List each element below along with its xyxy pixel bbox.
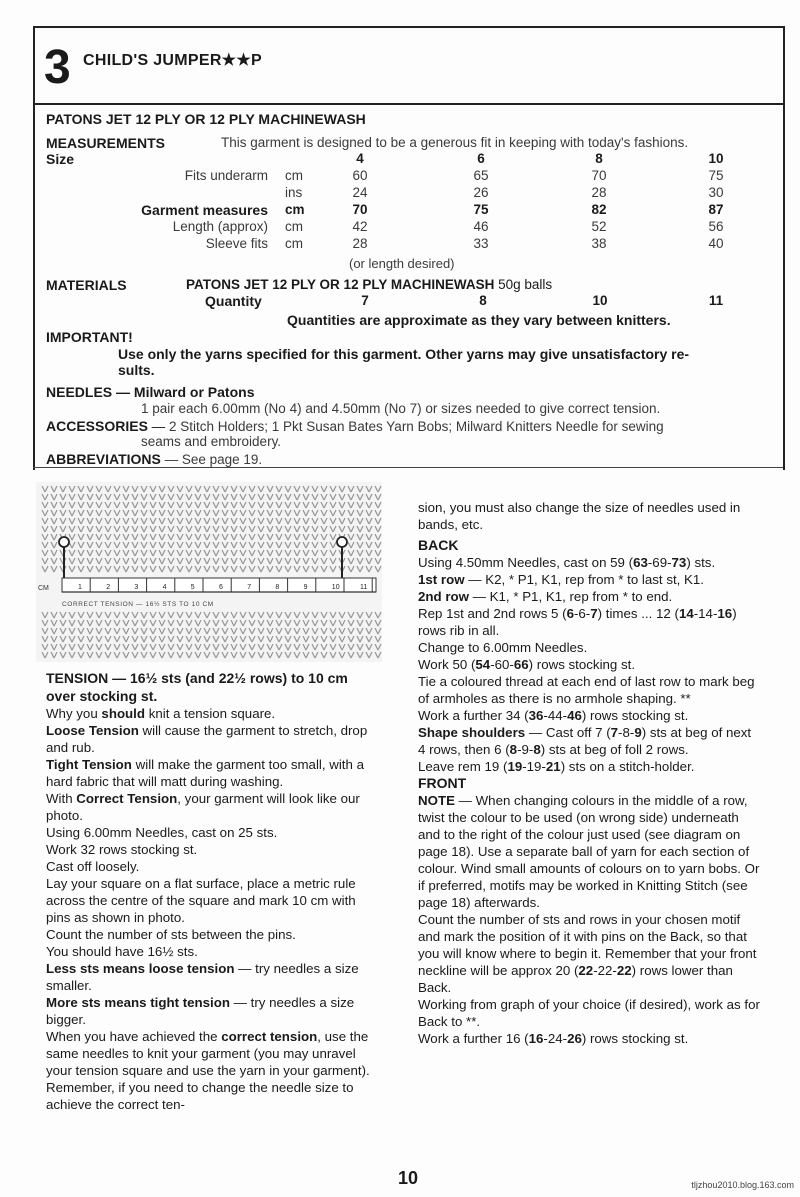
ruler-number: 3 bbox=[134, 584, 139, 591]
measurement-value: 70 bbox=[591, 168, 607, 183]
measurement-unit: cm bbox=[285, 219, 303, 234]
materials-label: MATERIALS bbox=[46, 277, 127, 293]
text-run: 22 bbox=[578, 963, 594, 978]
text-run: 21 bbox=[545, 759, 561, 774]
materials-yarn bbox=[186, 277, 552, 293]
text-run: -6- bbox=[573, 606, 591, 621]
accessories-label: ACCESSORIES bbox=[46, 418, 148, 434]
measurement-value: 75 bbox=[708, 168, 724, 183]
tension-para bbox=[46, 960, 382, 994]
needles-text: 1 pair each 6.00mm (No 4) and 4.50mm (No 7) or sizes needed to give correct tension. bbox=[141, 401, 661, 416]
measurement-value: 33 bbox=[473, 236, 489, 251]
text-run: Shape shoulders bbox=[418, 725, 526, 740]
instructions-column bbox=[418, 499, 760, 1047]
text-run: Tight Tension bbox=[46, 757, 132, 772]
ruler-number: 11 bbox=[360, 584, 368, 591]
measurement-unit: cm bbox=[285, 168, 303, 183]
text-run: 16 bbox=[528, 1031, 544, 1046]
tension-para: Using 6.00mm Needles, cast on 25 sts. bbox=[46, 825, 278, 840]
text-run: -19- bbox=[522, 759, 546, 774]
text-run: 9 bbox=[634, 725, 642, 740]
text-run: Leave rem 19 ( bbox=[418, 759, 508, 774]
text-run: 66 bbox=[513, 657, 529, 672]
front-para: Working from graph of your choice (if desired), work as for Back to **. bbox=[418, 997, 760, 1029]
ruler-number: 8 bbox=[275, 584, 280, 591]
size-header: 6 bbox=[477, 151, 485, 166]
text-run: -60- bbox=[490, 657, 514, 672]
ruler-unit: CM bbox=[38, 585, 49, 592]
tension-column bbox=[46, 669, 382, 1113]
accessories-dash: — bbox=[147, 419, 169, 434]
measurement-label: Sleeve fits bbox=[205, 236, 268, 251]
text-run: ) sts. bbox=[686, 555, 716, 570]
text-run: -69- bbox=[647, 555, 672, 570]
back-para bbox=[418, 588, 760, 605]
text-run: — try needles a size bigger. bbox=[46, 995, 355, 1027]
pattern-title: CHILD'S JUMPER★★P bbox=[83, 52, 262, 69]
front-para bbox=[418, 792, 760, 911]
pattern-number: 3 bbox=[44, 41, 71, 94]
text-run: 19 bbox=[507, 759, 523, 774]
measurement-unit: cm bbox=[285, 202, 305, 217]
text-run: Loose Tension bbox=[46, 723, 139, 738]
important-label: IMPORTANT! bbox=[46, 329, 133, 345]
tension-para bbox=[46, 790, 382, 824]
measurement-value: 87 bbox=[708, 202, 724, 217]
text-run: -14- bbox=[693, 606, 718, 621]
text-run: -9- bbox=[517, 742, 534, 757]
back-para: sion, you must also change the size of needles used in bands, etc. bbox=[418, 500, 741, 532]
text-run: — try needles a size smaller. bbox=[46, 961, 359, 993]
tension-para: Count the number of sts between the pins. bbox=[46, 927, 296, 942]
measurement-value: 42 bbox=[352, 219, 368, 234]
measurement-value: 24 bbox=[352, 185, 368, 200]
text-run: ) sts on a stitch-holder. bbox=[560, 759, 695, 774]
page-number: 10 bbox=[397, 1168, 419, 1188]
accessories-line2: seams and embroidery. bbox=[141, 434, 282, 449]
text-run: 73 bbox=[671, 555, 687, 570]
ruler-number: 2 bbox=[106, 584, 111, 591]
text-run: With bbox=[46, 791, 77, 806]
abbreviations-text: — See page 19. bbox=[160, 452, 263, 467]
measurement-value: 30 bbox=[708, 185, 724, 200]
divider bbox=[33, 103, 783, 105]
tension-para bbox=[46, 722, 382, 756]
text-run: Less sts means loose tension bbox=[46, 961, 235, 976]
back-para bbox=[418, 605, 760, 639]
text-run: ) times ... 12 ( bbox=[597, 606, 679, 621]
text-run: 54 bbox=[475, 657, 491, 672]
needles-label: NEEDLES — Milward or Patons bbox=[46, 384, 255, 400]
size-header: 4 bbox=[356, 151, 364, 166]
text-run: 1st row bbox=[418, 572, 465, 587]
measurement-unit: ins bbox=[285, 185, 303, 200]
measurement-value: 65 bbox=[473, 168, 489, 183]
text-run: knit a tension square. bbox=[145, 706, 276, 721]
quantity-value: 8 bbox=[479, 293, 487, 308]
quantity-value: 10 bbox=[592, 293, 608, 308]
text-run: — Cast off 7 ( bbox=[525, 725, 611, 740]
size-header: 8 bbox=[595, 151, 603, 166]
text-run: -8- bbox=[618, 725, 635, 740]
measurement-value: 75 bbox=[473, 202, 489, 217]
text-run: 8 bbox=[533, 742, 541, 757]
measurement-value: 40 bbox=[708, 236, 724, 251]
back-para: Tie a coloured thread at each end of last row to mark beg of armholes as there is no armhole shaping. ** bbox=[418, 674, 755, 706]
text-run: NOTE bbox=[418, 793, 455, 808]
front-para bbox=[418, 1030, 760, 1047]
tension-para bbox=[46, 705, 382, 722]
text-run: 36 bbox=[528, 708, 544, 723]
tension-para: Cast off loosely. bbox=[46, 859, 140, 874]
photo-caption: CORRECT TENSION — 16½ STS TO 10 CM bbox=[62, 601, 214, 608]
tension-para: You should have 16½ sts. bbox=[46, 944, 198, 959]
front-heading: FRONT bbox=[418, 775, 467, 791]
tension-heading-cont: over stocking st. bbox=[46, 688, 158, 704]
text-run: , use the same needles to knit your garment (you may unravel your tension square and use the yarn in your garment). Remember, if you need to change the needle size to achieve the correct ten- bbox=[46, 1029, 370, 1112]
text-run: More sts means tight tension bbox=[46, 995, 230, 1010]
tension-para bbox=[46, 994, 382, 1028]
text-run: — K1, * P1, K1, rep from * to end. bbox=[468, 589, 673, 604]
front-para bbox=[418, 911, 760, 996]
yarn-heading: PATONS JET 12 PLY OR 12 PLY MACHINEWASH bbox=[46, 111, 366, 127]
text-run: ) rows stocking st. bbox=[581, 708, 689, 723]
tension-square-photo bbox=[36, 482, 382, 662]
text-run: -24- bbox=[543, 1031, 568, 1046]
text-run: should bbox=[101, 706, 146, 721]
text-run: 63 bbox=[633, 555, 648, 570]
text-run: will make the garment too small, with a hard fabric that will matt during washing. bbox=[46, 757, 364, 789]
text-run: ) rows stocking st. bbox=[528, 657, 636, 672]
measurement-label: Fits underarm bbox=[184, 168, 268, 183]
important-line1: Use only the yarns specified for this garment. Other yarns may give unsatisfactory re- bbox=[118, 346, 690, 362]
back-para bbox=[418, 724, 760, 758]
tension-para: Lay your square on a flat surface, place a metric rule across the centre of the square and mark 10 cm with pins as shown in photo. bbox=[46, 876, 356, 925]
source-credit: tljzhou2010.blog.163.com bbox=[691, 1180, 794, 1190]
abbreviations-line bbox=[46, 451, 262, 468]
text-run: 7 bbox=[610, 725, 619, 740]
text-run: — When changing colours in the middle of a row, twist the colour to be used (on wrong side) underneath and to the right of the colour just used (see diagram on page 18). Use a separate ball of yarn for each section of colour. Wind small amounts of colours on to yarn bobs. Or if preferred, motifs may be worked in Knitting Stitch (see page 18) afterwards. bbox=[418, 793, 760, 910]
measurement-value: 26 bbox=[473, 185, 489, 200]
quantity-label: Quantity bbox=[205, 293, 262, 309]
measurement-value: 60 bbox=[352, 168, 368, 183]
text-run: ) rows rib in all. bbox=[418, 606, 737, 638]
text-run: Using 4.50mm Needles, cast on 59 ( bbox=[418, 555, 634, 570]
measurement-value: 56 bbox=[708, 219, 724, 234]
text-run: Work 50 ( bbox=[418, 657, 476, 672]
quantity-value: 7 bbox=[361, 293, 369, 308]
back-para bbox=[418, 656, 760, 673]
measurement-value: 52 bbox=[591, 219, 607, 234]
important-line2: sults. bbox=[118, 362, 155, 378]
measurement-value: 46 bbox=[473, 219, 489, 234]
text-run: 14 bbox=[678, 606, 694, 621]
size-label: Size bbox=[46, 151, 75, 167]
measurements-label: MEASUREMENTS bbox=[46, 135, 166, 151]
text-run: -22- bbox=[593, 963, 617, 978]
text-run: 26 bbox=[567, 1031, 582, 1046]
measurement-value: 82 bbox=[591, 202, 607, 217]
ruler-number: 10 bbox=[331, 584, 340, 591]
ruler-number: 7 bbox=[247, 584, 252, 591]
measurement-value: 70 bbox=[352, 202, 368, 217]
measurement-label: Garment measures bbox=[141, 202, 268, 218]
back-para bbox=[418, 554, 760, 571]
measurement-value: 28 bbox=[352, 236, 368, 251]
tension-para: Work 32 rows stocking st. bbox=[46, 842, 198, 857]
tension-heading: TENSION — 16½ sts (and 22½ rows) to 10 cm bbox=[46, 670, 348, 686]
text-run: Count the number of sts and rows in your chosen motif and mark the position of it with pins on the Back, so that you will know where to begin it. Remember that your front neckline will be approx 20 ( bbox=[418, 912, 757, 978]
text-run: ) rows stocking st. bbox=[581, 1031, 689, 1046]
measurement-unit: cm bbox=[285, 236, 303, 251]
ruler-number: 4 bbox=[162, 584, 167, 591]
text-run: 8 bbox=[509, 742, 518, 757]
ruler-number: 5 bbox=[190, 584, 195, 591]
accessories-text: 2 Stitch Holders; 1 Pkt Susan Bates Yarn Bobs; Milward Knitters Needle for sewing bbox=[168, 419, 664, 434]
text-run: When you have achieved the bbox=[46, 1029, 222, 1044]
ruler-number: 1 bbox=[78, 584, 82, 591]
measurement-value: 38 bbox=[591, 236, 607, 251]
quantity-value: 11 bbox=[708, 293, 724, 308]
text-run: Correct Tension bbox=[76, 791, 178, 806]
text-run: Work a further 16 ( bbox=[418, 1031, 529, 1046]
text-run: 2nd row bbox=[418, 589, 469, 604]
ruler-number: 9 bbox=[303, 584, 308, 591]
text-run: 6 bbox=[566, 606, 574, 621]
sleeve-note: (or length desired) bbox=[349, 256, 455, 271]
size-header: 10 bbox=[708, 151, 724, 166]
ruler-number: 6 bbox=[219, 584, 223, 591]
text-run: — K2, * P1, K1, rep from * to last st, K1. bbox=[464, 572, 705, 587]
back-para bbox=[418, 707, 760, 724]
text-run: ) rows lower than Back. bbox=[418, 963, 733, 995]
tension-para bbox=[46, 1028, 382, 1113]
text-run: 7 bbox=[590, 606, 598, 621]
back-para: Change to 6.00mm Needles. bbox=[418, 640, 588, 655]
text-run: , your garment will look like our photo. bbox=[46, 791, 360, 823]
text-run: ) sts at beg of foll 2 rows. bbox=[540, 742, 689, 757]
text-run: Work a further 34 ( bbox=[418, 708, 529, 723]
measurement-label: Length (approx) bbox=[172, 219, 268, 234]
text-run: Why you bbox=[46, 706, 102, 721]
text-run: 46 bbox=[567, 708, 582, 723]
text-run: -44- bbox=[543, 708, 568, 723]
accessories-line1 bbox=[46, 418, 664, 435]
text-run: ) sts at beg of next 4 rows, then 6 ( bbox=[418, 725, 752, 757]
text-run: Rep 1st and 2nd rows 5 ( bbox=[418, 606, 567, 621]
back-para bbox=[418, 571, 760, 588]
back-para bbox=[418, 758, 760, 775]
tension-para bbox=[46, 756, 382, 790]
text-run: will cause the garment to stretch, drop and rub. bbox=[46, 723, 368, 755]
text-run: 22 bbox=[616, 963, 632, 978]
measurements-intro: This garment is designed to be a generous fit in keeping with today's fashions. bbox=[221, 135, 689, 150]
text-run: correct tension bbox=[221, 1029, 318, 1044]
abbreviations-label: ABBREVIATIONS bbox=[46, 451, 161, 467]
text-run: 16 bbox=[717, 606, 733, 621]
ruler bbox=[62, 578, 376, 592]
quantity-note: Quantities are approximate as they vary between knitters. bbox=[287, 312, 671, 328]
materials-yarn-weight: 50g balls bbox=[494, 277, 553, 292]
materials-yarn-name: PATONS JET 12 PLY OR 12 PLY MACHINEWASH bbox=[186, 277, 495, 292]
back-heading: BACK bbox=[418, 537, 459, 553]
measurement-value: 28 bbox=[591, 185, 607, 200]
